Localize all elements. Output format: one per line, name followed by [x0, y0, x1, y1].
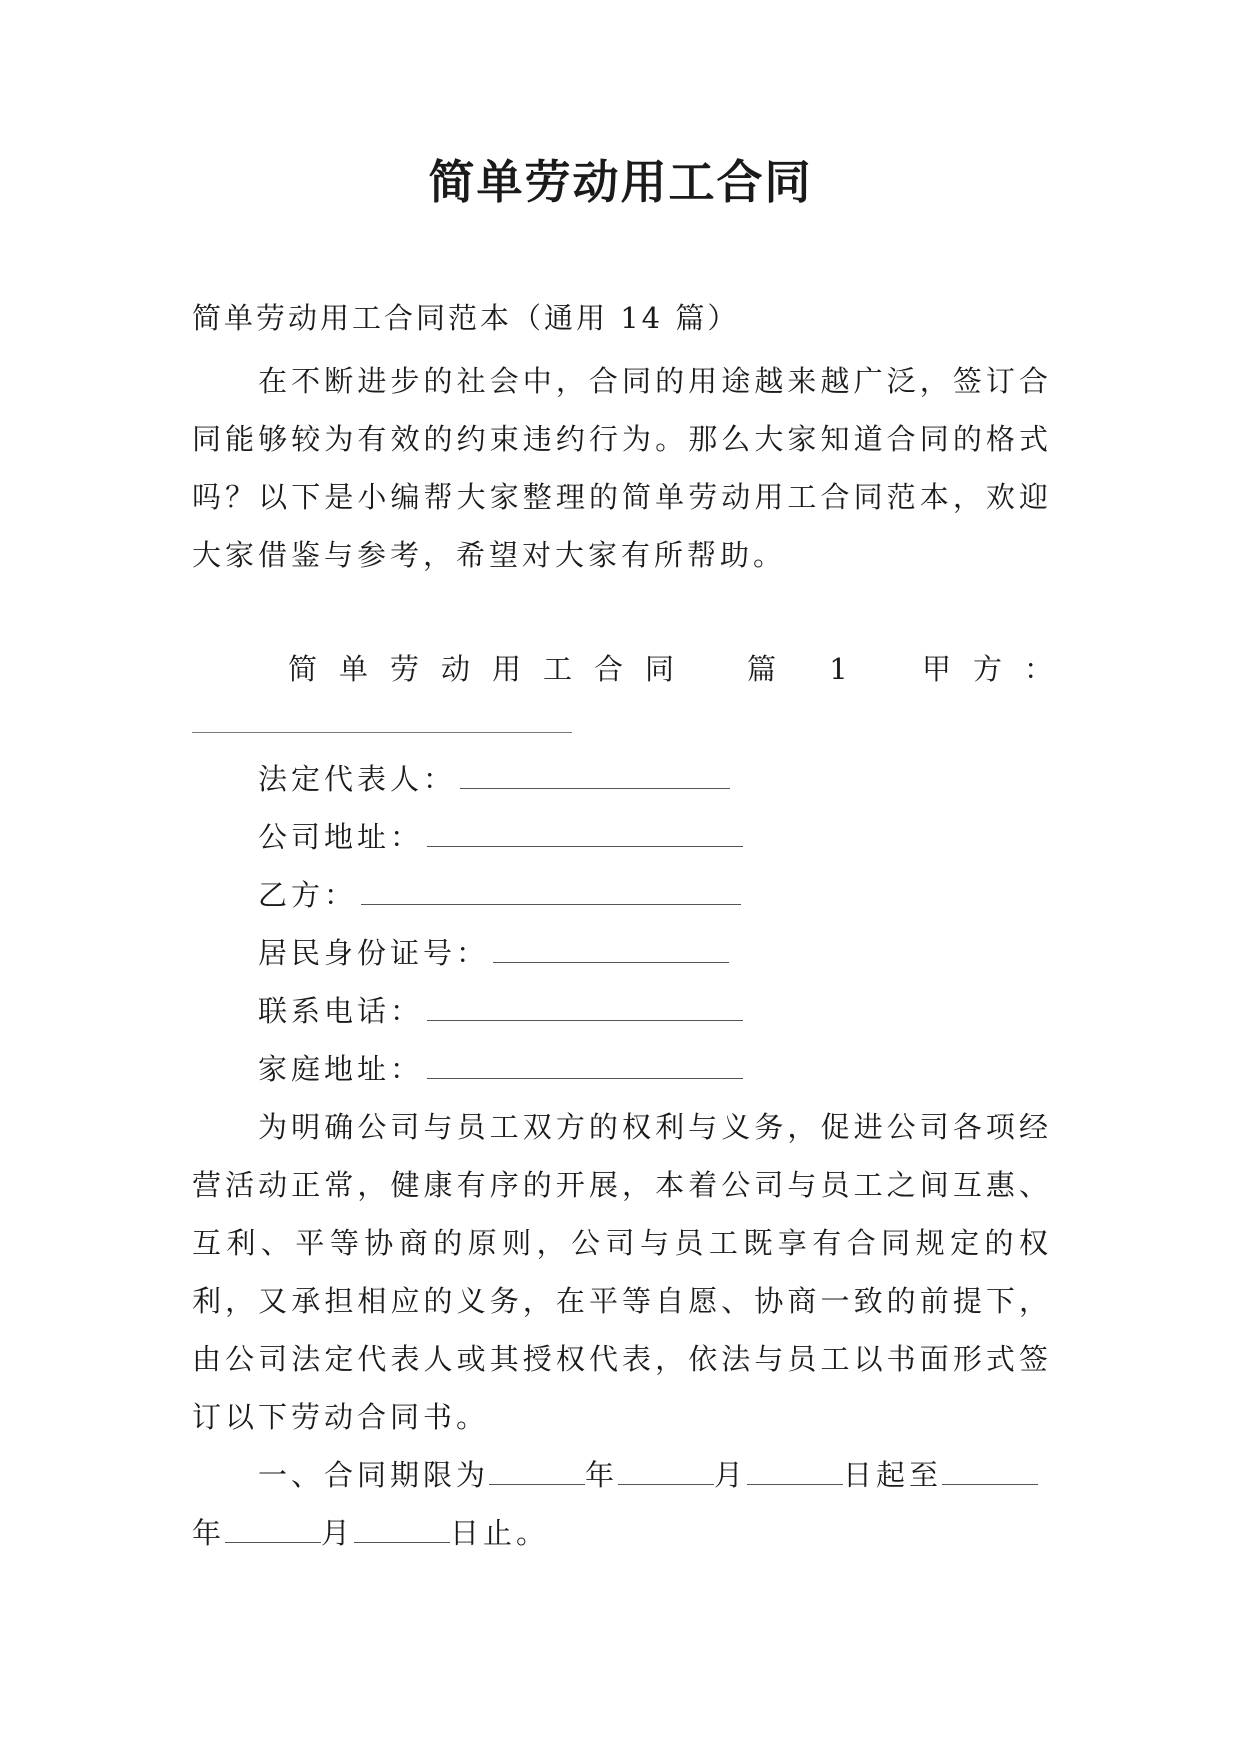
party-a-blank-line	[192, 732, 572, 733]
field-legal-representative	[258, 758, 730, 799]
blank-line	[460, 758, 730, 789]
term-day-end: 日止。	[450, 1516, 550, 1550]
intro-text: 在不断进步的社会中，合同的用途越来越广泛，签订合同能够较为有效的约束违约行为。那么大家知道合同的格式吗？以下是小编帮大家整理的简单劳动用工合同范本，欢迎大家借鉴与参考，希望对大家有所帮助。	[192, 364, 1052, 572]
term-year: 年	[585, 1458, 619, 1492]
field-party-b	[258, 874, 741, 915]
field-phone	[258, 990, 743, 1031]
blank-line	[427, 1048, 743, 1079]
blank-line	[225, 1512, 321, 1543]
blank-line	[493, 932, 729, 963]
field-label: 公司地址：	[258, 820, 424, 854]
field-label: 联系电话：	[258, 994, 424, 1028]
field-label: 家庭地址：	[258, 1052, 424, 1086]
term-month: 月	[714, 1458, 748, 1492]
blank-line	[618, 1454, 714, 1485]
intro-paragraph	[192, 352, 1052, 584]
term-day-start: 日起至	[843, 1458, 943, 1492]
blank-line	[489, 1454, 585, 1485]
blank-line	[427, 816, 743, 847]
preamble-paragraph	[192, 1098, 1052, 1446]
blank-line	[747, 1454, 843, 1485]
term-month-end: 月	[321, 1516, 355, 1550]
field-label: 乙方：	[258, 878, 358, 912]
term-clause	[192, 1446, 1052, 1562]
term-year-end: 年	[192, 1516, 226, 1550]
blank-line	[354, 1512, 450, 1543]
preamble-text: 为明确公司与员工双方的权利与义务，促进公司各项经营活动正常，健康有序的开展，本着公司与员工之间互惠、互利、平等协商的原则，公司与员工既享有合同规定的权利，又承担相应的义务，在平等自愿、协商一致的前提下，由公司法定代表人或其授权代表，依法与员工以书面形式签订以下劳动合同书。	[192, 1110, 1052, 1434]
party-a-label: 甲方：	[922, 652, 1076, 686]
field-label: 法定代表人：	[258, 762, 457, 796]
section-heading: 简单劳动用工合同 篇 1	[288, 652, 870, 686]
term-prefix: 一、合同期限为	[258, 1458, 490, 1492]
field-id-number	[258, 932, 729, 973]
document-title: 简单劳动用工合同	[428, 155, 813, 209]
field-home-address	[258, 1048, 743, 1089]
field-company-address	[258, 816, 743, 857]
blank-line	[942, 1454, 1038, 1485]
document-subtitle: 简单劳动用工合同范本（通用 14 篇）	[192, 301, 740, 335]
blank-line	[361, 874, 741, 905]
blank-line	[427, 990, 743, 1021]
field-label: 居民身份证号：	[258, 936, 490, 970]
